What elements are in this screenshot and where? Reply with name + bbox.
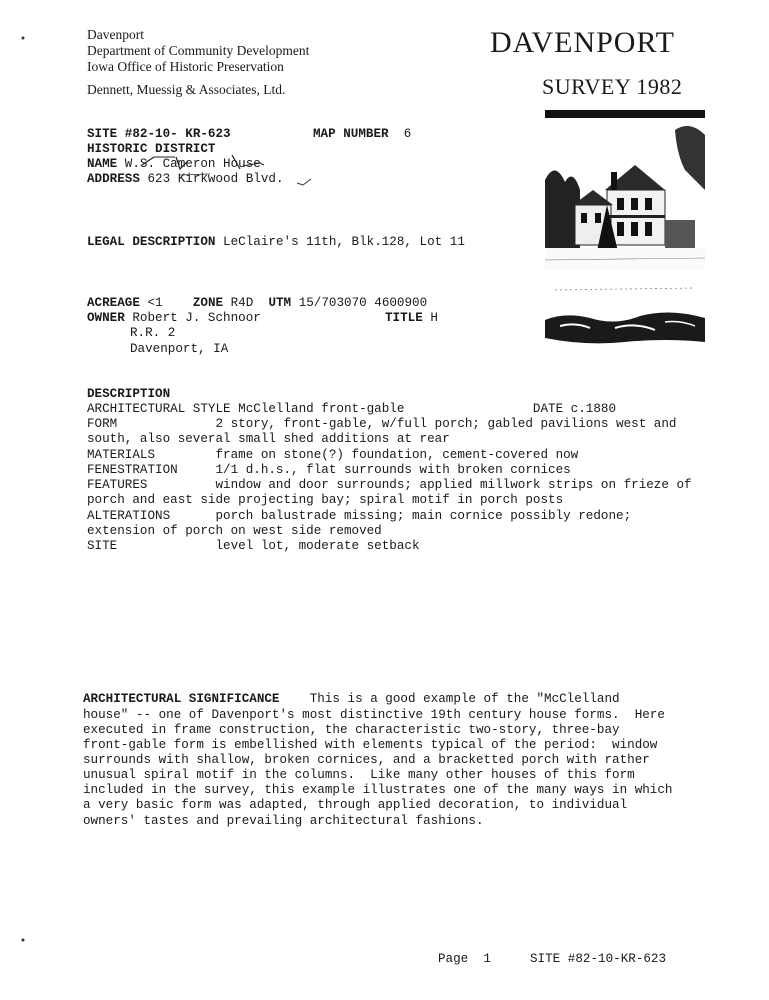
page-number: 1 [483, 952, 491, 966]
owner-label: OWNER [87, 311, 125, 325]
footer-site-value: #82-10-KR-623 [567, 952, 667, 966]
significance-line: owners' tastes and prevailing architectural fashions. [83, 814, 484, 828]
legal-description-value: LeClaire's 11th, Blk.128, Lot 11 [223, 235, 465, 249]
title-label: TITLE [385, 311, 423, 325]
zone-value: R4D [230, 296, 254, 310]
check-mark-icon [295, 175, 315, 187]
description-heading: DESCRIPTION [87, 387, 171, 401]
significance-line: executed in frame construction, the characteristic two-story, three-bay [83, 723, 620, 737]
acreage-row [87, 296, 427, 311]
site-row [87, 127, 231, 142]
description-line: MATERIALS frame on stone(?) foundation, cement-covered now [87, 448, 579, 462]
utm-label: UTM [268, 296, 292, 310]
description-line: extension of porch on west side removed [87, 524, 382, 538]
footer-site-label: SITE [530, 952, 561, 966]
org-line-2: Department of Community Development [87, 43, 310, 58]
map-number-label: MAP NUMBER [313, 127, 389, 141]
description-line: porch and east side projecting bay; spiral motif in porch posts [87, 493, 564, 507]
significance-line: a very basic form was adapted, through applied decoration, to individual [83, 798, 628, 812]
significance-line: included in the survey, this example illustrates one of the many ways in which [83, 783, 673, 797]
page-title: DAVENPORT [490, 26, 676, 59]
description-line: ARCHITECTURAL STYLE McClelland front-gable DATE c.1880 [87, 402, 617, 416]
significance-text: This is a good example of the "McClelland [279, 692, 620, 706]
handwritten-marks-icon [140, 155, 280, 195]
legal-description-label: LEGAL DESCRIPTION [87, 235, 216, 249]
org-line-1: Davenport [87, 27, 144, 42]
house-photo-icon [545, 110, 705, 270]
page-subtitle: SURVEY 1982 [542, 74, 683, 99]
scan-speck-icon [20, 937, 26, 943]
significance-line: surrounds with shallow, broken cornices, and a bracketted porch with rather [83, 753, 650, 767]
zone-label: ZONE [192, 296, 224, 310]
significance-label: ARCHITECTURAL SIGNIFICANCE [83, 692, 280, 706]
significance-line: house" -- one of Davenport's most distinctive 19th century house forms. Here [83, 708, 665, 722]
map-number-row [313, 127, 411, 142]
description-line: south, also several small shed additions at rear [87, 432, 450, 446]
legal-description-row [87, 235, 465, 250]
acreage-value: <1 [147, 296, 163, 310]
significance-line: unusual spiral motif in the columns. Like many other houses of this form [83, 768, 635, 782]
acreage-label: ACREAGE [87, 296, 140, 310]
org-line-3: Iowa Office of Historic Preservation [87, 59, 284, 74]
footer-site-row [530, 952, 666, 967]
page-number-row [438, 952, 491, 967]
site-value: #82-10- KR-623 [124, 127, 231, 141]
scan-speck-icon [20, 35, 26, 41]
description-line: SITE level lot, moderate setback [87, 539, 420, 553]
site-label: SITE [87, 127, 118, 141]
title-value: H [430, 311, 438, 325]
name-label: NAME [87, 157, 118, 171]
consultant-name: Dennett, Muessig & Associates, Ltd. [87, 82, 286, 97]
address-label: ADDRESS [87, 172, 140, 186]
name-value: W.S. Cameron House [124, 157, 261, 171]
description-line: FORM 2 story, front-gable, w/full porch; gabled pavilions west and [87, 417, 677, 431]
owner-address-line-1: R.R. 2 [130, 326, 176, 340]
historic-district-label: HISTORIC DISTRICT [87, 142, 216, 156]
significance-line: front-gable form is embellished with elements typical of the period: window [83, 738, 658, 752]
owner-address-line-2: Davenport, IA [130, 342, 229, 356]
description-line: ALTERATIONS porch balustrade missing; main cornice possibly redone; [87, 509, 632, 523]
map-number-value: 6 [403, 127, 412, 141]
description-line: FENESTRATION 1/1 d.h.s., flat surrounds with broken cornices [87, 463, 571, 477]
owner-row [87, 311, 261, 326]
page-label: Page [438, 952, 469, 966]
snow-foreground-icon [545, 282, 705, 347]
utm-value: 15/703070 4600900 [298, 296, 428, 310]
significance-line-first [83, 692, 620, 707]
description-line: FEATURES window and door surrounds; applied millwork strips on frieze of [87, 478, 692, 492]
title-row [385, 311, 438, 326]
address-value: 623 Kirkwood Blvd. [147, 172, 284, 186]
owner-value: Robert J. Schnoor [132, 311, 261, 325]
